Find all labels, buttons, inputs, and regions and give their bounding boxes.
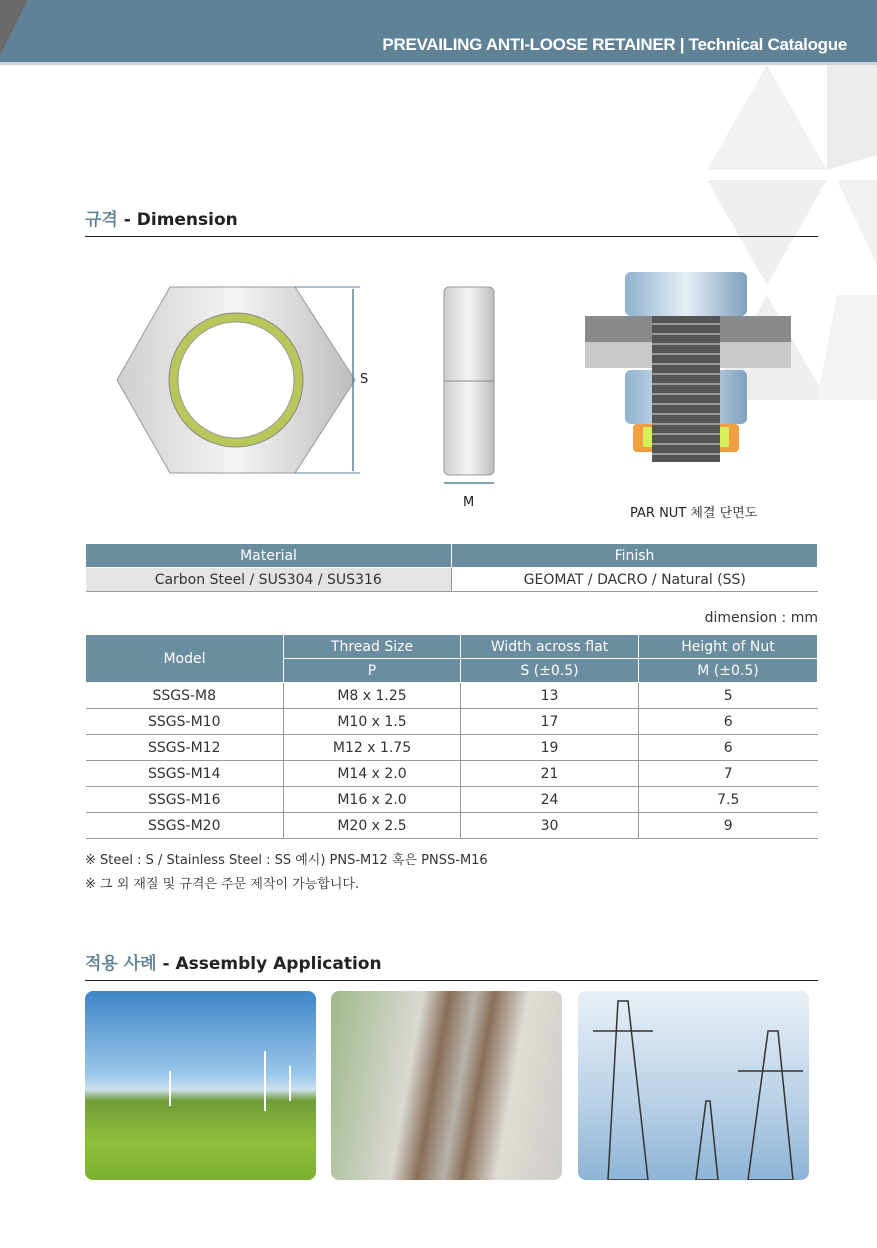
width-across-flat-cell: 30 [461, 813, 639, 839]
height-of-nut-cell: 6 [639, 735, 818, 761]
thread-size-cell: M12 x 1.75 [284, 735, 461, 761]
cross-section-caption: PAR NUT 체결 단면도 [630, 506, 758, 521]
model-cell: SSGS-M20 [86, 813, 284, 839]
assembly-cross-section-drawing [585, 272, 791, 462]
note-line: ※ 그 외 재질 및 규격은 주문 제작이 가능합니다. [85, 877, 360, 892]
thread-subheader: P [284, 659, 461, 683]
header-bar [0, 0, 877, 65]
table-row [86, 709, 818, 735]
model-cell: SSGS-M8 [86, 683, 284, 709]
width-header: Width across flat [461, 635, 639, 659]
height-of-nut-cell: 7.5 [639, 787, 818, 813]
material-header: Material [86, 544, 452, 568]
s-dimension-label: S [360, 372, 369, 387]
model-header: Model [86, 635, 284, 683]
thread-header: Thread Size [284, 635, 461, 659]
notes [85, 849, 488, 897]
model-cell: SSGS-M14 [86, 761, 284, 787]
material-value: Carbon Steel / SUS304 / SUS316 [86, 568, 452, 592]
header-title: PREVAILING ANTI-LOOSE RETAINER | Technical Catalogue [382, 35, 847, 54]
wind-turbine-photo [85, 991, 316, 1180]
model-cell: SSGS-M16 [86, 787, 284, 813]
height-of-nut-cell: 7 [639, 761, 818, 787]
table-row [86, 813, 818, 839]
thread-size-cell: M14 x 2.0 [284, 761, 461, 787]
railway-track-photo [331, 991, 562, 1180]
width-across-flat-cell: 19 [461, 735, 639, 761]
note-line: ※ Steel : S / Stainless Steel : SS 예시) PNS-M12 혹은 PNSS-M16 [85, 853, 488, 868]
power-transmission-tower-photo [578, 991, 809, 1180]
spec-table [85, 634, 818, 839]
table-row [86, 735, 818, 761]
m-dimension-label: M [463, 495, 475, 510]
finish-header: Finish [452, 544, 818, 568]
width-subheader: S (±0.5) [461, 659, 639, 683]
height-of-nut-cell: 5 [639, 683, 818, 709]
model-cell: SSGS-M10 [86, 709, 284, 735]
model-cell: SSGS-M12 [86, 735, 284, 761]
height-of-nut-cell: 6 [639, 709, 818, 735]
thread-size-cell: M10 x 1.5 [284, 709, 461, 735]
unit-note: dimension : mm [704, 610, 818, 626]
nut-side-view-drawing [440, 285, 500, 500]
table-row [86, 787, 818, 813]
thread-size-cell: M8 x 1.25 [284, 683, 461, 709]
width-across-flat-cell: 24 [461, 787, 639, 813]
thread-size-cell: M20 x 2.5 [284, 813, 461, 839]
width-across-flat-cell: 21 [461, 761, 639, 787]
height-header: Height of Nut [639, 635, 818, 659]
table-row [86, 683, 818, 709]
height-of-nut-cell: 9 [639, 813, 818, 839]
finish-value: GEOMAT / DACRO / Natural (SS) [452, 568, 818, 592]
header-corner-decoration [0, 0, 28, 55]
nut-front-view-drawing [115, 285, 385, 475]
material-table [85, 543, 818, 592]
height-subheader: M (±0.5) [639, 659, 818, 683]
application-section-title: 적용 사례 - Assembly Application [85, 949, 818, 981]
thread-size-cell: M16 x 2.0 [284, 787, 461, 813]
table-row [86, 761, 818, 787]
width-across-flat-cell: 17 [461, 709, 639, 735]
width-across-flat-cell: 13 [461, 683, 639, 709]
dimension-section-title: 규격 - Dimension [85, 205, 818, 237]
